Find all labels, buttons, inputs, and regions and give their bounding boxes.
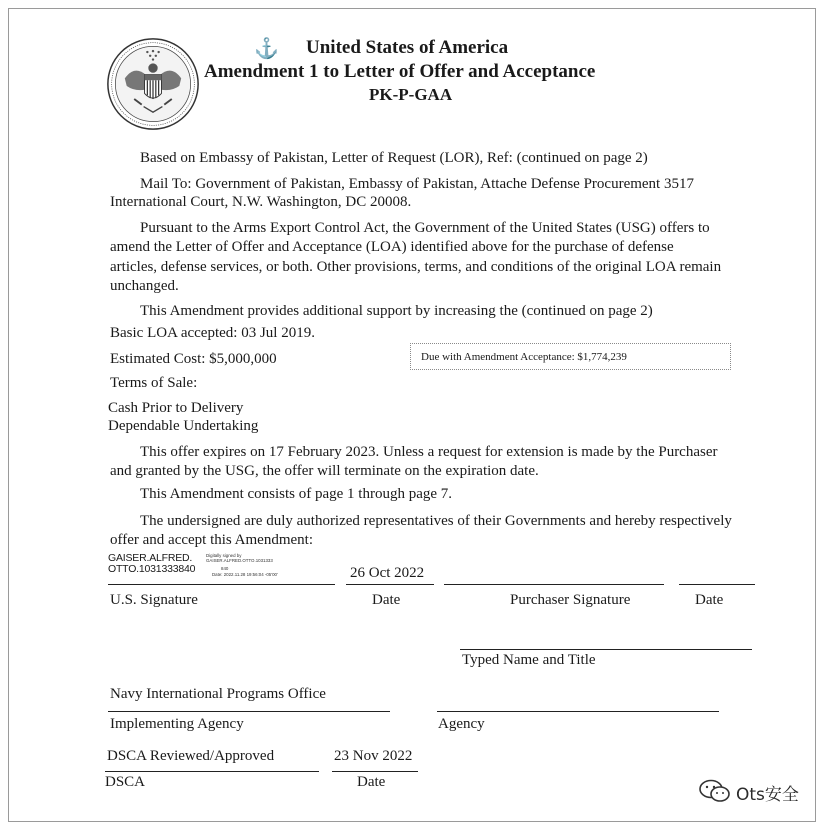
due-with-value: $1,774,239	[577, 351, 627, 363]
digital-signature-name-1: GAISER.ALFRED.	[108, 552, 193, 564]
us-signature-line	[108, 584, 335, 585]
us-date-line	[346, 584, 434, 585]
terms-of-sale-label: Terms of Sale:	[110, 375, 198, 391]
dsca-date-label: Date	[357, 774, 386, 790]
due-with-label: Due with Amendment Acceptance:	[421, 351, 575, 363]
digital-signature-note-3: 840	[221, 566, 229, 571]
typed-name-label: Typed Name and Title	[462, 652, 596, 668]
implementing-agency-value: Navy International Programs Office	[110, 686, 326, 702]
digital-signature-note-4: Date: 2022.11.28 19:56:04 -05'00'	[212, 572, 278, 577]
watermark-text: Ots安全	[736, 785, 799, 805]
mail-to-line-1: Mail To: Government of Pakistan, Embassy of Pakistan, Attache Defense Procurement 3517	[140, 176, 694, 192]
page-title: Amendment 1 to Letter of Offer and Acceptance	[204, 61, 596, 82]
us-date-label: Date	[372, 592, 401, 608]
undersigned-line-2: offer and accept this Amendment:	[110, 532, 313, 548]
us-signature-label: U.S. Signature	[110, 592, 198, 608]
dsca-line	[105, 771, 319, 772]
dsca-label: DSCA	[105, 774, 146, 790]
pursuant-line-2: amend the Letter of Offer and Acceptance (LOA) identified above for the purchase of defense	[110, 239, 674, 255]
dsca-value: DSCA Reviewed/Approved	[107, 748, 275, 764]
undersigned-line-1: The undersigned are duly authorized representatives of their Governments and hereby respectively	[140, 513, 732, 529]
digital-signature-note-2: GAISER.ALFRED.OTTO.1031333	[206, 558, 273, 563]
expires-line-2: and granted by the USG, the offer will terminate on the expiration date.	[110, 463, 539, 479]
implementing-agency-line	[108, 711, 390, 712]
terms-item-dependable: Dependable Undertaking	[108, 418, 259, 434]
pursuant-line-3: articles, defense services, or both. Other provisions, terms, and conditions of the original LOA remain	[110, 259, 722, 275]
estimated-cost: Estimated Cost: $5,000,000	[110, 351, 277, 367]
purchaser-signature-line	[444, 584, 664, 585]
purchaser-signature-label: Purchaser Signature	[510, 592, 631, 608]
expires-line-1: This offer expires on 17 February 2023. Unless a request for extension is made by the Purchaser	[140, 444, 718, 460]
pursuant-line-1: Pursuant to the Arms Export Control Act, the Government of the United States (USG) offers to	[140, 220, 710, 236]
due-with-acceptance-box	[410, 343, 731, 370]
us-signature-date: 26 Oct 2022	[350, 565, 425, 581]
agency-label: Agency	[438, 716, 485, 732]
pursuant-line-4: unchanged.	[110, 278, 179, 294]
implementing-agency-label: Implementing Agency	[110, 716, 244, 732]
dsca-date: 23 Nov 2022	[334, 748, 413, 764]
purchaser-date-label: Date	[695, 592, 724, 608]
watermark	[698, 778, 818, 806]
case-identifier: PK-P-GAA	[369, 85, 453, 104]
anchor-icon: ⚓	[254, 38, 279, 60]
terms-item-cash: Cash Prior to Delivery	[108, 400, 244, 416]
typed-name-line	[460, 649, 752, 650]
great-seal-icon	[106, 37, 200, 131]
dsca-date-line	[332, 771, 418, 772]
digital-signature	[108, 553, 348, 583]
wechat-icon	[698, 778, 732, 804]
digital-signature-name-2: OTTO.1031333840	[108, 563, 196, 575]
agency-line	[437, 711, 719, 712]
purchaser-date-line	[679, 584, 755, 585]
mail-to-line-2: International Court, N.W. Washington, DC 20008.	[110, 194, 412, 210]
header-country: United States of America	[306, 37, 509, 58]
basic-loa-accepted: Basic LOA accepted: 03 Jul 2019.	[110, 325, 315, 341]
digital-signature-note-1: Digitally signed by	[206, 553, 242, 558]
based-on-paragraph: Based on Embassy of Pakistan, Letter of Request (LOR), Ref: (continued on page 2)	[140, 150, 648, 166]
pages-paragraph: This Amendment consists of page 1 through page 7.	[140, 486, 453, 502]
amendment-paragraph: This Amendment provides additional support by increasing the (continued on page 2)	[140, 303, 653, 319]
